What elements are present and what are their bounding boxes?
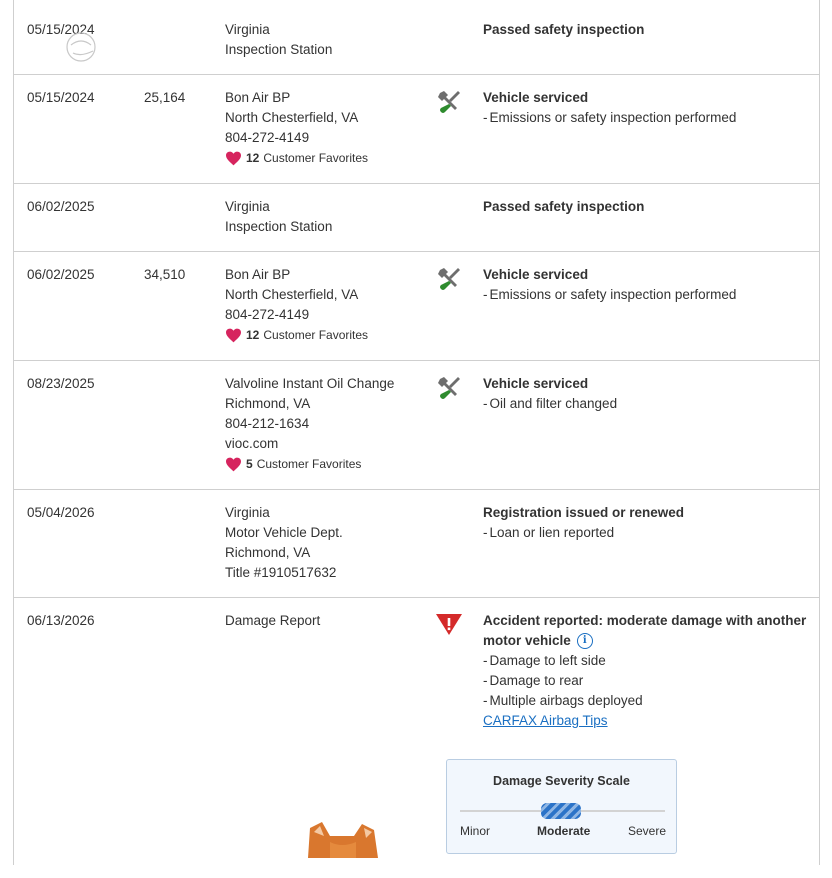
favorites-count: 5 <box>246 457 253 471</box>
record-comments <box>483 503 813 543</box>
source-line: Virginia <box>225 199 270 214</box>
record-date: 05/15/2024 <box>27 90 95 105</box>
record-date: 05/15/2024 <box>27 22 95 37</box>
severity-indicator <box>541 803 581 819</box>
table-row <box>13 7 820 75</box>
favorites-label: Customer Favorites <box>263 328 369 342</box>
record-source <box>225 503 343 583</box>
record-date: 06/02/2025 <box>27 199 95 214</box>
record-title: Passed safety inspection <box>483 22 645 37</box>
wrench-icon <box>436 266 462 292</box>
record-date: 06/13/2026 <box>27 613 95 628</box>
table-row <box>13 75 820 184</box>
record-detail: - Emissions or safety inspection performed <box>483 108 813 128</box>
record-title: Vehicle serviced <box>483 267 589 282</box>
source-line: Motor Vehicle Dept. <box>225 525 343 540</box>
table-row-accident <box>13 598 820 878</box>
favorites-label: Customer Favorites <box>263 151 369 165</box>
source-line: 804-212-1634 <box>225 416 310 431</box>
record-detail: - Loan or lien reported <box>483 523 813 543</box>
record-odometer: 34,510 <box>144 267 186 282</box>
alert-icon <box>435 612 463 636</box>
source-line: Bon Air BP <box>225 267 291 282</box>
record-detail: - Damage to rear <box>483 671 813 691</box>
accident-title: Accident reported: moderate damage with another <box>483 613 807 628</box>
record-comments <box>483 88 813 128</box>
record-detail: - Multiple airbags deployed <box>483 691 813 711</box>
table-row <box>13 490 820 598</box>
source-line: 804-272-4149 <box>225 307 310 322</box>
heart-icon <box>225 457 242 472</box>
record-date: 08/23/2025 <box>27 376 95 391</box>
record-title: Registration issued or renewed <box>483 505 685 520</box>
record-title: Vehicle serviced <box>483 90 589 105</box>
record-comments <box>483 265 813 305</box>
severity-label-severe: Severe <box>628 824 667 838</box>
wrench-icon <box>436 375 462 401</box>
source-line: Bon Air BP <box>225 90 291 105</box>
damage-severity-scale <box>446 759 677 854</box>
record-title: Passed safety inspection <box>483 199 645 214</box>
record-detail: - Damage to left side <box>483 651 813 671</box>
source-line: North Chesterfield, VA <box>225 287 359 302</box>
airbag-tips-link[interactable]: CARFAX Airbag Tips <box>483 713 608 728</box>
record-detail: - Emissions or safety inspection performed <box>483 285 813 305</box>
record-source <box>225 20 332 60</box>
heart-icon <box>225 151 242 166</box>
table-row <box>13 252 820 361</box>
heart-icon <box>225 328 242 343</box>
table-row <box>13 184 820 252</box>
customer-favorites[interactable] <box>225 454 394 474</box>
favorites-count: 12 <box>246 151 260 165</box>
record-comments <box>483 611 813 731</box>
record-odometer: 25,164 <box>144 90 186 105</box>
source-line: Richmond, VA <box>225 545 311 560</box>
record-title: Vehicle serviced <box>483 376 589 391</box>
source-line: 804-272-4149 <box>225 130 310 145</box>
record-detail: - Oil and filter changed <box>483 394 813 414</box>
record-source <box>225 88 368 168</box>
source-line: North Chesterfield, VA <box>225 110 359 125</box>
severity-label-moderate: Moderate <box>537 824 591 838</box>
table-row <box>13 361 820 490</box>
fox-mascot-icon <box>300 818 384 858</box>
source-website[interactable]: vioc.com <box>225 436 279 451</box>
favorites-count: 12 <box>246 328 260 342</box>
record-source <box>225 265 368 345</box>
customer-favorites[interactable] <box>225 325 368 345</box>
source-line: Inspection Station <box>225 42 333 57</box>
favorites-label: Customer Favorites <box>256 457 362 471</box>
source-line: Virginia <box>225 22 270 37</box>
wrench-icon <box>436 89 462 115</box>
source-line: Valvoline Instant Oil Change <box>225 376 395 391</box>
source-line: Inspection Station <box>225 219 333 234</box>
watermark-icon <box>63 29 103 63</box>
accident-title-cont: motor vehicle <box>483 633 571 648</box>
record-source <box>225 374 394 474</box>
record-source: Damage Report <box>225 613 321 628</box>
source-line: Richmond, VA <box>225 396 311 411</box>
source-line: Virginia <box>225 505 270 520</box>
record-comments <box>483 374 813 414</box>
severity-title: Damage Severity Scale <box>493 774 630 788</box>
info-icon[interactable]: i <box>577 633 593 649</box>
source-line: Title #1910517632 <box>225 565 337 580</box>
record-date: 06/02/2025 <box>27 267 95 282</box>
record-date: 05/04/2026 <box>27 505 95 520</box>
severity-label-minor: Minor <box>460 824 491 838</box>
customer-favorites[interactable] <box>225 148 368 168</box>
record-source <box>225 197 332 237</box>
